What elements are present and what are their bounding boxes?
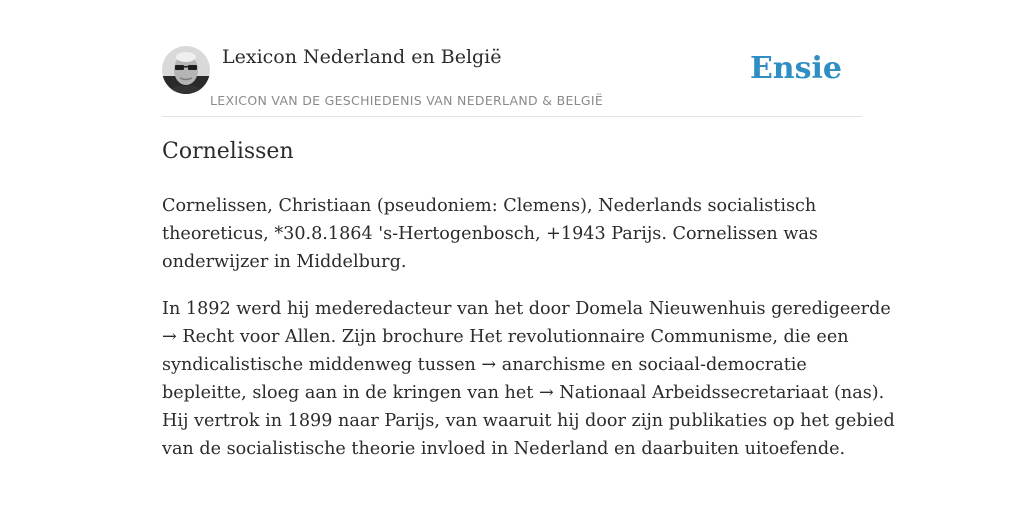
text-line: syndicalistische middenweg tussen → anarchisme en sociaal-democratie [162,355,807,375]
text-line: onderwijzer in Middelburg. [162,252,407,272]
avatar[interactable] [162,46,210,94]
text-line: → Recht voor Allen. Zijn brochure Het revolutionnaire Communisme, die een [162,327,849,347]
text-line: bepleitte, sloeg aan in de kringen van het → Nationaal Arbeidssecretariaat (nas). [162,383,885,403]
text-line: Cornelissen, Christiaan (pseudoniem: Clemens), Nederlands socialistisch [162,196,817,216]
text-line: In 1892 werd hij mederedacteur van het door Domela Nieuwenhuis geredigeerde [162,299,891,319]
paragraph-1 [162,192,862,276]
page-title: Cornelissen [162,139,294,164]
ensie-logo[interactable]: Ensie [749,51,842,86]
paragraph-2 [162,295,895,463]
author-name[interactable]: Lexicon Nederland en België [222,46,502,68]
article-body [162,192,895,482]
text-line: theoreticus, *30.8.1864 's-Hertogenbosch, +1943 Parijs. Cornelissen was [162,224,818,244]
text-line: Hij vertrok in 1899 naar Parijs, van waaruit hij door zijn publikaties op het gebied [162,411,895,431]
header [162,0,862,117]
text-line: van de socialistische theorie invloed in Nederland en daarbuiten uitoefende. [162,439,846,459]
portrait-icon [162,46,210,94]
lexicon-subtitle: LEXICON VAN DE GESCHIEDENIS VAN NEDERLAND & BELGIË [210,93,604,108]
